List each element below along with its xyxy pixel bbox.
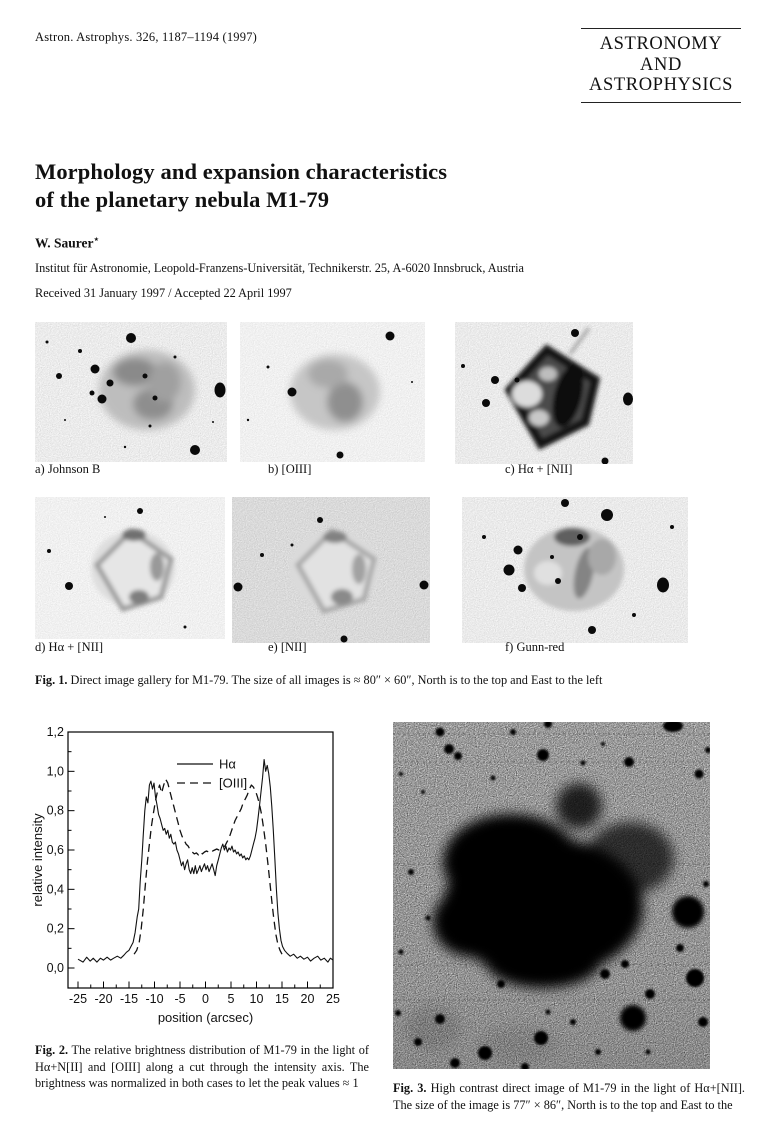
affiliation: Institut für Astronomie, Leopold-Franzens-Universität, Technikerstr. 25, A-6020 Innsbruck, Austria	[35, 261, 524, 275]
figure1-caption-text: Direct image gallery for M1-79. The size of all images is ≈ 80″ × 60″, North is to the top and East to the left	[70, 673, 603, 687]
figure1-panel-a-image	[35, 322, 227, 462]
figure1-panel-e-label: e) [NII]	[268, 640, 307, 654]
figure1-panel-f-image	[462, 497, 688, 643]
svg-text:[OIII]: [OIII]	[219, 775, 248, 791]
svg-text:0,8: 0,8	[46, 803, 64, 818]
svg-text:15: 15	[275, 992, 289, 1006]
author-footnote-marker: ⋆	[93, 234, 100, 244]
figure1-panel-c-label: c) Hα + [NII]	[505, 462, 573, 476]
svg-text:0,4: 0,4	[46, 882, 64, 897]
figure1-panel-b-label: b) [OIII]	[268, 462, 312, 476]
svg-text:0,2: 0,2	[46, 921, 64, 936]
svg-text:-20: -20	[94, 992, 113, 1006]
page-title	[35, 158, 595, 214]
svg-text:-10: -10	[145, 992, 164, 1006]
svg-text:1,0: 1,0	[46, 764, 64, 779]
svg-text:-5: -5	[174, 992, 186, 1006]
svg-text:-15: -15	[119, 992, 139, 1006]
svg-text:0,0: 0,0	[46, 961, 64, 975]
figure1-panel-e-image	[232, 497, 430, 643]
figure3-caption-tag: Fig. 3.	[393, 1081, 427, 1095]
svg-text:10: 10	[249, 992, 264, 1006]
received-accepted-line: Received 31 January 1997 / Accepted 22 April 1997	[35, 286, 292, 300]
figure1-panel-b-image	[240, 322, 425, 462]
figure1-panel-d-label: d) Hα + [NII]	[35, 640, 104, 654]
figure1-panel-a-label: a) Johnson B	[35, 462, 101, 476]
journal-logo	[581, 28, 741, 103]
svg-text:-25: -25	[68, 992, 88, 1006]
author-name-text: W. Saurer	[35, 235, 94, 251]
figure1-caption	[35, 672, 741, 689]
journal-logo-line3: ASTROPHYSICS	[589, 75, 733, 95]
journal-reference: Astron. Astrophys. 326, 1187–1194 (1997)	[35, 30, 258, 44]
svg-text:relative intensity: relative intensity	[30, 813, 45, 907]
author-name	[35, 234, 99, 252]
page-title-line1: Morphology and expansion characteristics	[35, 159, 448, 184]
svg-text:position (arcsec): position (arcsec)	[157, 1010, 254, 1025]
figure3-caption-text: High contrast direct image of M1-79 in the light of Hα+[NII]. The size of the image is 77″ × 86″, North is to the top and East to the	[393, 1081, 746, 1112]
figure1-panel-d-image	[35, 497, 225, 639]
journal-logo-line1: ASTRONOMY	[599, 34, 723, 54]
figure2-caption-text: The relative brightness distribution of M1-79 in the light of Hα+N[II] and [OIII] along a cut through the intensity axis. The brightness was normalized in both cases to let the peak values ≈ 1	[35, 1043, 369, 1090]
figure2-chart	[30, 712, 366, 1042]
page-title-line2: of the planetary nebula M1-79	[35, 187, 330, 212]
figure1-panel-f-label: f) Gunn-red	[505, 640, 565, 654]
svg-text:5: 5	[227, 992, 235, 1006]
figure1-panel-c-image	[455, 322, 633, 464]
svg-text:20: 20	[300, 992, 315, 1006]
figure2-plot-svg	[30, 712, 366, 1042]
svg-text:25: 25	[326, 992, 340, 1006]
figure3-image	[393, 722, 710, 1069]
figure3-caption	[393, 1080, 745, 1113]
svg-text:0: 0	[202, 992, 209, 1006]
figure2-caption-tag: Fig. 2.	[35, 1043, 69, 1057]
figure2-caption	[35, 1042, 369, 1092]
journal-logo-line2: AND	[640, 54, 682, 75]
figure1-caption-tag: Fig. 1.	[35, 673, 68, 687]
svg-text:1,2: 1,2	[46, 725, 64, 739]
svg-text:Hα: Hα	[219, 756, 236, 772]
svg-text:0,6: 0,6	[46, 843, 64, 857]
